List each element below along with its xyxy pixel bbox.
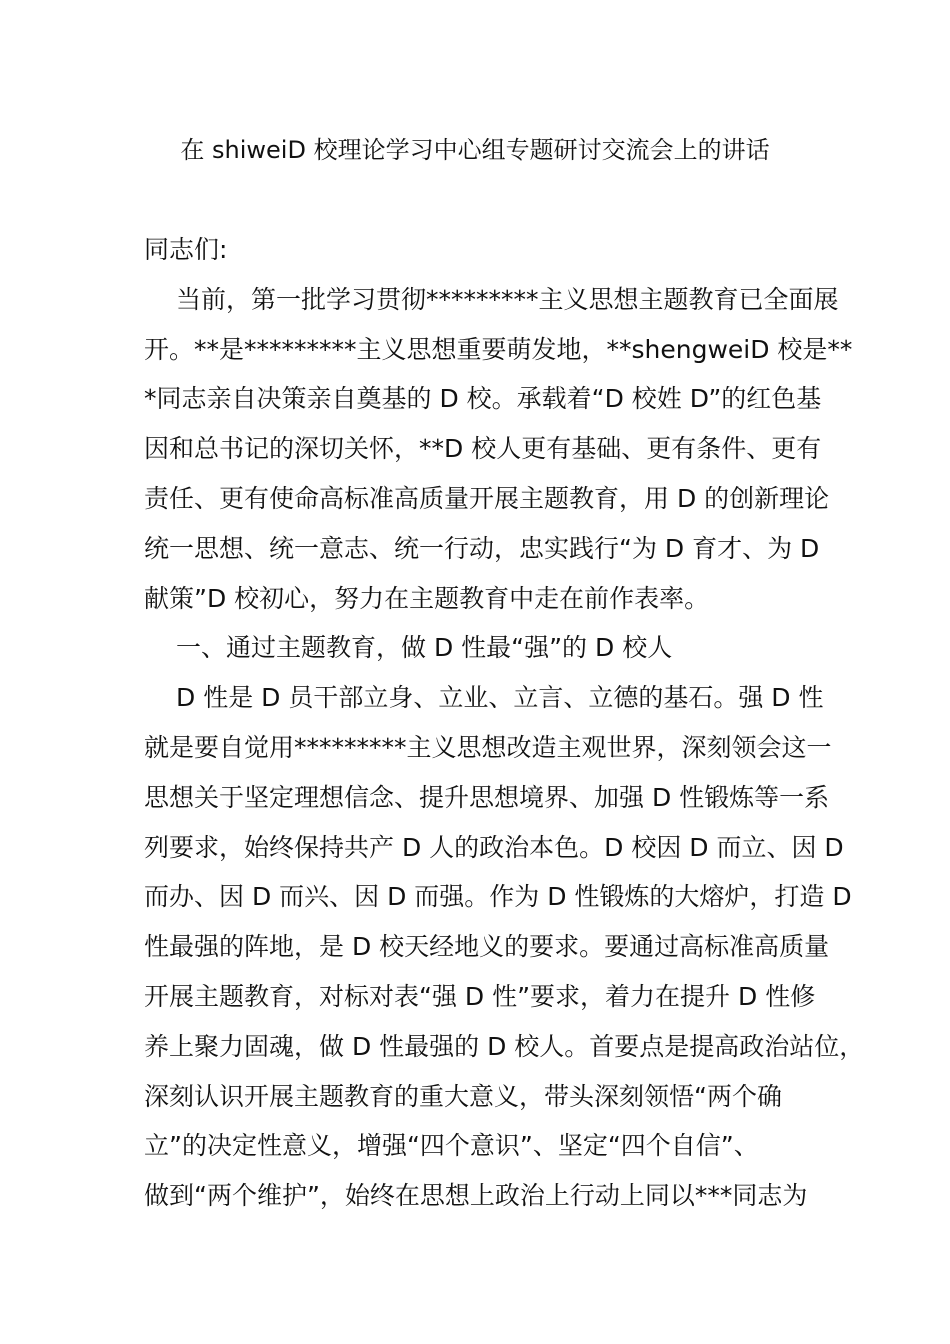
paragraph-line: 养上聚力固魂，做 D 性最强的 D 校人。首要点是提高政治站位， xyxy=(144,1031,865,1061)
paragraph-line: 做到“两个维护”，始终在思想上政治上行动上同以***同志为 xyxy=(144,1181,808,1211)
paragraph-line: D 性是 D 员干部立身、立业、立言、立德的基石。强 D 性 xyxy=(176,683,824,713)
paragraph-line: 列要求，始终保持共产 D 人的政治本色。D 校因 D 而立、因 D xyxy=(144,832,844,862)
paragraph-line: 当前，第一批学习贯彻*********主义思想主题教育已全面展 xyxy=(176,284,839,314)
paragraph-line: *同志亲自决策亲自奠基的 D 校。承载着“D 校姓 D”的红色基 xyxy=(144,384,822,414)
section-heading: 一、通过主题教育，做 D 性最“强”的 D 校人 xyxy=(176,633,673,663)
document-body xyxy=(144,225,865,1221)
paragraph-line: 开展主题教育，对标对表“强 D 性”要求，着力在提升 D 性修 xyxy=(144,981,816,1011)
paragraph-line: 性最强的阵地，是 D 校天经地义的要求。要通过高标准高质量 xyxy=(144,932,830,962)
document-title: 在 shiweiD 校理论学习中心组专题研讨交流会上的讲话 xyxy=(180,136,770,164)
paragraph-line: 深刻认识开展主题教育的重大意义，带头深刻领悟“两个确 xyxy=(144,1081,782,1111)
paragraph-line: 责任、更有使命高标准高质量开展主题教育，用 D 的创新理论 xyxy=(144,483,830,513)
paragraph-line: 因和总书记的深切关怀，**D 校人更有基础、更有条件、更有 xyxy=(144,434,822,464)
salutation-line: 同志们: xyxy=(144,235,228,264)
paragraph-line: 献策”D 校初心，努力在主题教育中走在前作表率。 xyxy=(144,583,710,613)
paragraph-line: 思想关于坚定理想信念、提升思想境界、加强 D 性锻炼等一系 xyxy=(144,782,830,812)
paragraph-line: 就是要自觉用*********主义思想改造主观世界，深刻领会这一 xyxy=(144,732,832,762)
paragraph-line: 立”的决定性意义，增强“四个意识”、坚定“四个自信”、 xyxy=(144,1131,759,1161)
paragraph-line: 开。**是*********主义思想重要萌发地，**shengweiD 校是** xyxy=(144,334,853,364)
paragraph-line: 而办、因 D 而兴、因 D 而强。作为 D 性锻炼的大熔炉，打造 D xyxy=(144,882,852,912)
paragraph-line: 统一思想、统一意志、统一行动，忠实践行“为 D 育才、为 D xyxy=(144,533,820,563)
